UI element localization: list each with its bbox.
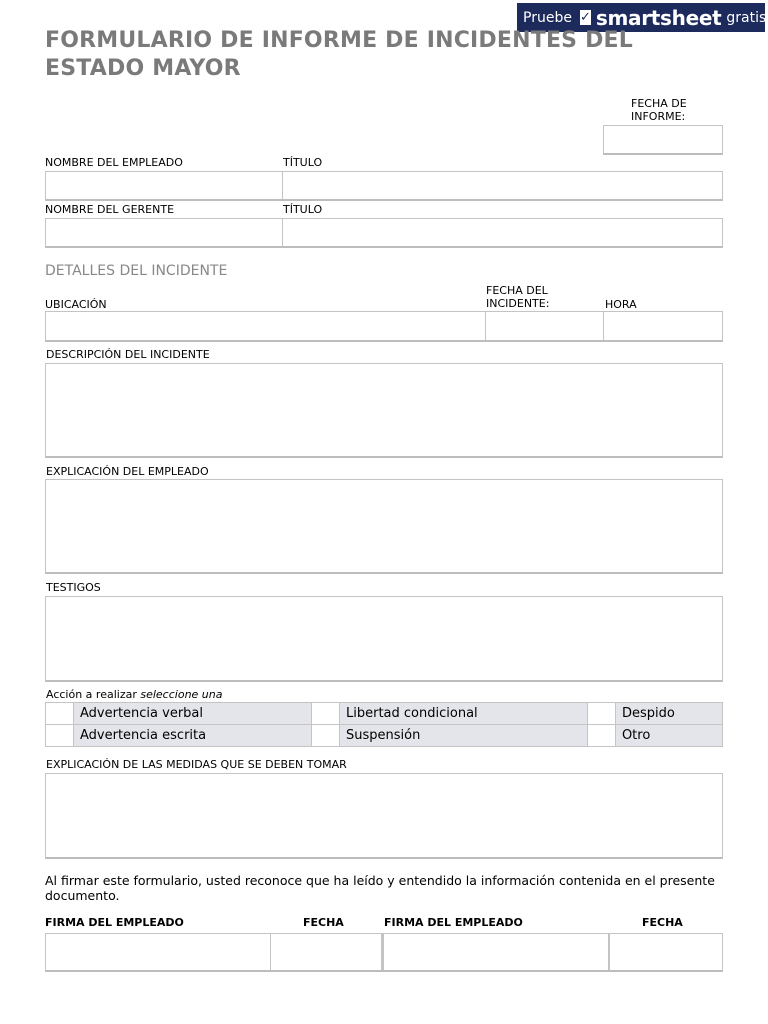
manager-title-field[interactable]: [282, 218, 723, 248]
employee-signature-label-2: FIRMA DEL EMPLEADO: [384, 916, 523, 929]
verbal-warning-checkbox[interactable]: [46, 703, 74, 725]
banner-prefix: Pruebe: [523, 9, 572, 26]
location-label: UBICACIÓN: [45, 298, 107, 311]
page-title: FORMULARIO DE INFORME DE INCIDENTES DEL ESTADO MAYOR: [45, 28, 633, 81]
acknowledgement-text: Al firmar este formulario, usted reconoce que ha leído y entendido la información contenida en el presente documento.: [45, 873, 715, 903]
action-hint: seleccione una: [140, 688, 223, 701]
description-label: DESCRIPCIÓN DEL INCIDENTE: [46, 348, 210, 361]
written-warning-option: Advertencia escrita: [74, 725, 312, 747]
report-date-field[interactable]: [603, 125, 723, 155]
banner-suffix: gratis: [726, 9, 767, 26]
time-label: HORA: [605, 298, 637, 311]
employee-explanation-field[interactable]: [45, 479, 723, 574]
dismissal-checkbox[interactable]: [587, 703, 615, 725]
action-options-table: [45, 702, 723, 747]
employee-signature-field[interactable]: [46, 934, 271, 970]
action-options-row: [46, 725, 723, 747]
witnesses-field[interactable]: [45, 596, 723, 682]
suspension-checkbox[interactable]: [312, 725, 340, 747]
incident-details-heading: DETALLES DEL INCIDENTE: [45, 263, 228, 279]
signature-date-label: FECHA: [303, 916, 344, 929]
action-options-row: [46, 703, 723, 725]
signature-date-field-2[interactable]: [610, 934, 722, 970]
report-date-label: FECHA DE INFORME:: [631, 97, 687, 123]
manager-name-field[interactable]: [45, 218, 283, 248]
incident-date-field[interactable]: [485, 311, 604, 342]
employee-name-label: NOMBRE DEL EMPLEADO: [45, 156, 183, 169]
action-label-text: Acción a realizar: [46, 688, 137, 701]
manager-title-label: TÍTULO: [283, 203, 323, 216]
employee-name-field[interactable]: [45, 171, 283, 201]
probation-checkbox[interactable]: [312, 703, 340, 725]
action-label: [46, 688, 222, 701]
witnesses-label: TESTIGOS: [46, 581, 101, 594]
probation-option: Libertad condicional: [340, 703, 588, 725]
signature-date-label-2: FECHA: [642, 916, 683, 929]
smartsheet-check-icon: ✓: [579, 10, 591, 25]
employee-explanation-label: EXPLICACIÓN DEL EMPLEADO: [46, 465, 209, 478]
measures-label: EXPLICACIÓN DE LAS MEDIDAS QUE SE DEBEN TOMAR: [46, 758, 347, 771]
verbal-warning-option: Advertencia verbal: [74, 703, 312, 725]
employee-signature-field-2[interactable]: [384, 934, 610, 970]
measures-field[interactable]: [45, 773, 723, 859]
suspension-option: Suspensión: [340, 725, 588, 747]
description-field[interactable]: [45, 363, 723, 458]
banner-brand: smartsheet: [595, 5, 722, 30]
incident-date-label: FECHA DEL INCIDENTE:: [486, 284, 550, 310]
other-option: Otro: [615, 725, 722, 747]
location-field[interactable]: [45, 311, 486, 342]
signature-row: [45, 933, 723, 972]
employee-signature-label: FIRMA DEL EMPLEADO: [45, 916, 184, 929]
other-checkbox[interactable]: [587, 725, 615, 747]
signature-date-field[interactable]: [271, 934, 384, 970]
employee-title-label: TÍTULO: [283, 156, 323, 169]
time-field[interactable]: [603, 311, 723, 342]
manager-name-label: NOMBRE DEL GERENTE: [45, 203, 175, 216]
written-warning-checkbox[interactable]: [46, 725, 74, 747]
dismissal-option: Despido: [615, 703, 722, 725]
employee-title-field[interactable]: [282, 171, 723, 201]
